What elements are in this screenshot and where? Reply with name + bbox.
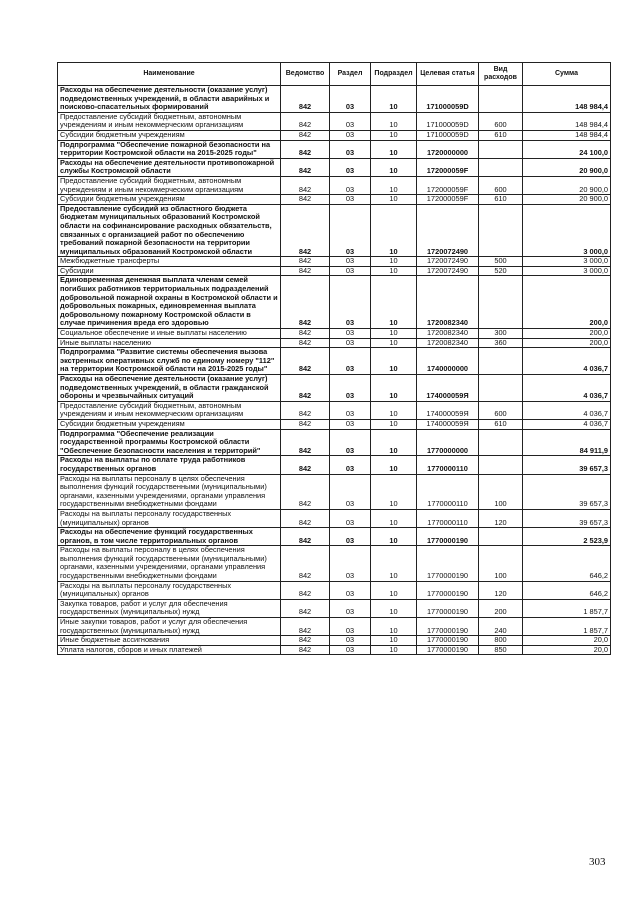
cell-podrazdel: 10 — [371, 636, 417, 646]
cell-name: Предоставление субсидий бюджетным, автономным учреждениям и иным некоммерческим организациям — [58, 401, 281, 419]
cell-statya: 1720000000 — [417, 140, 479, 158]
cell-podrazdel: 10 — [371, 546, 417, 581]
cell-razdel: 03 — [330, 419, 371, 429]
cell-vid: 100 — [479, 546, 523, 581]
cell-podrazdel: 10 — [371, 419, 417, 429]
cell-statya: 174000059Я — [417, 375, 479, 402]
cell-razdel: 03 — [330, 86, 371, 113]
cell-razdel: 03 — [330, 456, 371, 474]
cell-vedomstvo: 842 — [281, 266, 330, 276]
cell-vedomstvo: 842 — [281, 140, 330, 158]
table-row — [58, 528, 611, 546]
cell-statya: 1770000190 — [417, 528, 479, 546]
cell-statya: 1770000190 — [417, 618, 479, 636]
cell-statya: 171000059D — [417, 112, 479, 130]
cell-razdel: 03 — [330, 429, 371, 456]
header-vedomstvo: Ведомство — [281, 63, 330, 86]
cell-razdel: 03 — [330, 474, 371, 509]
table-row — [58, 130, 611, 140]
cell-vid — [479, 140, 523, 158]
cell-summa: 39 657,3 — [523, 456, 611, 474]
header-vid: Вид расходов — [479, 63, 523, 86]
cell-name: Уплата налогов, сборов и иных платежей — [58, 645, 281, 655]
cell-name: Предоставление субсидий бюджетным, автономным учреждениям и иным некоммерческим организациям — [58, 112, 281, 130]
table-body — [58, 86, 611, 655]
table-row — [58, 456, 611, 474]
cell-vid: 600 — [479, 176, 523, 194]
cell-name: Расходы на выплаты персоналу государственных (муниципальных) органов — [58, 581, 281, 599]
cell-vid — [479, 204, 523, 257]
cell-statya: 1770000110 — [417, 509, 479, 527]
cell-name: Субсидии бюджетным учреждениям — [58, 419, 281, 429]
cell-name: Расходы на обеспечение функций государственных органов, в том числе территориальных органов — [58, 528, 281, 546]
table-row — [58, 176, 611, 194]
cell-vid: 600 — [479, 401, 523, 419]
cell-statya: 1720072490 — [417, 257, 479, 267]
cell-summa: 4 036,7 — [523, 419, 611, 429]
cell-name: Закупка товаров, работ и услуг для обеспечения государственных (муниципальных) нужд — [58, 599, 281, 617]
header-podrazdel: Подраздел — [371, 63, 417, 86]
cell-summa: 3 000,0 — [523, 204, 611, 257]
cell-summa: 24 100,0 — [523, 140, 611, 158]
header-razdel: Раздел — [330, 63, 371, 86]
cell-razdel: 03 — [330, 581, 371, 599]
cell-vid: 850 — [479, 645, 523, 655]
cell-vid: 120 — [479, 581, 523, 599]
cell-podrazdel: 10 — [371, 112, 417, 130]
cell-statya: 1770000190 — [417, 636, 479, 646]
cell-summa: 39 657,3 — [523, 509, 611, 527]
cell-statya: 1770000190 — [417, 599, 479, 617]
cell-razdel: 03 — [330, 195, 371, 205]
cell-vedomstvo: 842 — [281, 419, 330, 429]
cell-statya: 1720082340 — [417, 338, 479, 348]
cell-razdel: 03 — [330, 509, 371, 527]
cell-summa: 148 984,4 — [523, 112, 611, 130]
cell-vid: 610 — [479, 419, 523, 429]
cell-podrazdel: 10 — [371, 474, 417, 509]
cell-statya: 1720072490 — [417, 266, 479, 276]
cell-vedomstvo: 842 — [281, 195, 330, 205]
cell-razdel: 03 — [330, 645, 371, 655]
cell-summa: 84 911,9 — [523, 429, 611, 456]
cell-vedomstvo: 842 — [281, 158, 330, 176]
cell-summa: 1 857,7 — [523, 618, 611, 636]
cell-vedomstvo: 842 — [281, 112, 330, 130]
cell-vid — [479, 429, 523, 456]
cell-vedomstvo: 842 — [281, 204, 330, 257]
cell-razdel: 03 — [330, 204, 371, 257]
cell-statya: 1720072490 — [417, 204, 479, 257]
cell-vedomstvo: 842 — [281, 86, 330, 113]
cell-vid: 120 — [479, 509, 523, 527]
cell-name: Иные выплаты населению — [58, 338, 281, 348]
cell-vedomstvo: 842 — [281, 375, 330, 402]
cell-statya: 172000059F — [417, 176, 479, 194]
cell-name: Иные бюджетные ассигнования — [58, 636, 281, 646]
cell-vid — [479, 158, 523, 176]
cell-podrazdel: 10 — [371, 266, 417, 276]
cell-summa: 200,0 — [523, 276, 611, 329]
cell-statya: 1770000190 — [417, 581, 479, 599]
cell-razdel: 03 — [330, 112, 371, 130]
cell-podrazdel: 10 — [371, 348, 417, 375]
cell-statya: 171000059D — [417, 130, 479, 140]
table-row — [58, 645, 611, 655]
cell-razdel: 03 — [330, 636, 371, 646]
cell-vid: 360 — [479, 338, 523, 348]
cell-vid: 610 — [479, 195, 523, 205]
cell-name: Расходы на выплаты персоналу в целях обеспечения выполнения функций государственными (муниципальными) органами, казенными учреждениями, органами управления государственными внебюджетными фондами — [58, 546, 281, 581]
cell-name: Расходы на обеспечение деятельности (оказание услуг) подведомственных учреждений, в области гражданской обороны и чрезвычайных ситуаций — [58, 375, 281, 402]
cell-summa: 148 984,4 — [523, 86, 611, 113]
cell-razdel: 03 — [330, 338, 371, 348]
table-row — [58, 618, 611, 636]
table-row — [58, 348, 611, 375]
cell-summa: 3 000,0 — [523, 266, 611, 276]
table-row — [58, 546, 611, 581]
cell-summa: 20,0 — [523, 636, 611, 646]
cell-summa: 20 900,0 — [523, 158, 611, 176]
cell-vid — [479, 375, 523, 402]
table-row — [58, 158, 611, 176]
cell-summa: 646,2 — [523, 581, 611, 599]
cell-summa: 4 036,7 — [523, 348, 611, 375]
cell-razdel: 03 — [330, 375, 371, 402]
table-row — [58, 429, 611, 456]
cell-summa: 20 900,0 — [523, 195, 611, 205]
table-row — [58, 257, 611, 267]
cell-summa: 20,0 — [523, 645, 611, 655]
cell-vedomstvo: 842 — [281, 509, 330, 527]
table-row — [58, 375, 611, 402]
table-row — [58, 204, 611, 257]
table-row — [58, 195, 611, 205]
cell-vedomstvo: 842 — [281, 546, 330, 581]
table-header-row — [58, 63, 611, 86]
cell-vedomstvo: 842 — [281, 338, 330, 348]
cell-podrazdel: 10 — [371, 176, 417, 194]
cell-vedomstvo: 842 — [281, 528, 330, 546]
cell-name: Межбюджетные трансферты — [58, 257, 281, 267]
table-row — [58, 474, 611, 509]
cell-vid: 240 — [479, 618, 523, 636]
header-statya: Целевая статья — [417, 63, 479, 86]
cell-vedomstvo: 842 — [281, 474, 330, 509]
cell-vedomstvo: 842 — [281, 130, 330, 140]
cell-vedomstvo: 842 — [281, 645, 330, 655]
table-row — [58, 276, 611, 329]
cell-vedomstvo: 842 — [281, 599, 330, 617]
cell-razdel: 03 — [330, 140, 371, 158]
cell-summa: 1 857,7 — [523, 599, 611, 617]
table-row — [58, 112, 611, 130]
cell-razdel: 03 — [330, 546, 371, 581]
cell-summa: 148 984,4 — [523, 130, 611, 140]
cell-vedomstvo: 842 — [281, 581, 330, 599]
cell-razdel: 03 — [330, 158, 371, 176]
page-number: 303 — [589, 856, 606, 868]
cell-podrazdel: 10 — [371, 204, 417, 257]
cell-name: Субсидии бюджетным учреждениям — [58, 195, 281, 205]
table-row — [58, 509, 611, 527]
budget-table — [57, 62, 611, 655]
cell-razdel: 03 — [330, 257, 371, 267]
cell-name: Предоставление субсидий из областного бюджета бюджетам муниципальных образований Костромской области на софинансирование расходных обязательств, связанных с организацией работ по обеспечению требований пожарной безопасности на территории муниципальных образований Костромской области — [58, 204, 281, 257]
cell-podrazdel: 10 — [371, 401, 417, 419]
cell-summa: 200,0 — [523, 338, 611, 348]
cell-razdel: 03 — [330, 266, 371, 276]
cell-statya: 174000059Я — [417, 401, 479, 419]
cell-name: Социальное обеспечение и иные выплаты населению — [58, 329, 281, 339]
cell-statya: 172000059F — [417, 158, 479, 176]
cell-razdel: 03 — [330, 276, 371, 329]
cell-podrazdel: 10 — [371, 581, 417, 599]
cell-vedomstvo: 842 — [281, 636, 330, 646]
cell-vid: 800 — [479, 636, 523, 646]
cell-name: Предоставление субсидий бюджетным, автономным учреждениям и иным некоммерческим организациям — [58, 176, 281, 194]
cell-statya: 1720082340 — [417, 329, 479, 339]
cell-vid: 600 — [479, 112, 523, 130]
cell-name: Субсидии — [58, 266, 281, 276]
table-row — [58, 581, 611, 599]
table-row — [58, 86, 611, 113]
cell-vedomstvo: 842 — [281, 456, 330, 474]
cell-razdel: 03 — [330, 130, 371, 140]
cell-name: Расходы на обеспечение деятельности противопожарной службы Костромской области — [58, 158, 281, 176]
table-row — [58, 338, 611, 348]
cell-podrazdel: 10 — [371, 456, 417, 474]
cell-vid — [479, 528, 523, 546]
cell-summa: 20 900,0 — [523, 176, 611, 194]
cell-vid: 300 — [479, 329, 523, 339]
cell-name: Расходы на выплаты персоналу в целях обеспечения выполнения функций государственными (муниципальными) органами, казенными учреждениями, органами управления государственными внебюджетными фондами — [58, 474, 281, 509]
header-name: Наименование — [58, 63, 281, 86]
cell-podrazdel: 10 — [371, 645, 417, 655]
cell-name: Единовременная денежная выплата членам семей погибших работников территориальных подразделений добровольной пожарной охраны в Костромской области и добровольных пожарных, единовременная выплата добровольному пожарному Костромской области в случае причинения вреда его здоровью — [58, 276, 281, 329]
cell-name: Подпрограмма "Обеспечение реализации государственной программы Костромской области "Обеспечение безопасности населения и территорий" — [58, 429, 281, 456]
cell-podrazdel: 10 — [371, 257, 417, 267]
cell-podrazdel: 10 — [371, 140, 417, 158]
cell-podrazdel: 10 — [371, 195, 417, 205]
budget-table-sheet — [57, 62, 610, 655]
cell-name: Подпрограмма "Развитие системы обеспечения вызова экстренных оперативных служб по единому номеру "112" на территории Костромской области на 2015-2025 годы" — [58, 348, 281, 375]
cell-summa: 3 000,0 — [523, 257, 611, 267]
cell-vid — [479, 456, 523, 474]
cell-podrazdel: 10 — [371, 599, 417, 617]
cell-vid: 500 — [479, 257, 523, 267]
cell-vid — [479, 86, 523, 113]
cell-statya: 172000059F — [417, 195, 479, 205]
header-summa: Сумма — [523, 63, 611, 86]
cell-summa: 4 036,7 — [523, 401, 611, 419]
cell-name: Субсидии бюджетным учреждениям — [58, 130, 281, 140]
cell-razdel: 03 — [330, 618, 371, 636]
table-row — [58, 599, 611, 617]
cell-statya: 171000059D — [417, 86, 479, 113]
table-row — [58, 636, 611, 646]
cell-vid: 200 — [479, 599, 523, 617]
cell-podrazdel: 10 — [371, 158, 417, 176]
cell-podrazdel: 10 — [371, 338, 417, 348]
cell-statya: 174000059Я — [417, 419, 479, 429]
cell-vid — [479, 276, 523, 329]
cell-name: Расходы на выплаты персоналу государственных (муниципальных) органов — [58, 509, 281, 527]
cell-statya: 1770000190 — [417, 645, 479, 655]
cell-vedomstvo: 842 — [281, 276, 330, 329]
cell-podrazdel: 10 — [371, 509, 417, 527]
cell-vid: 610 — [479, 130, 523, 140]
cell-vid: 520 — [479, 266, 523, 276]
cell-podrazdel: 10 — [371, 130, 417, 140]
cell-name: Расходы на обеспечение деятельности (оказание услуг) подведомственных учреждений, в области аварийных и поисково-спасательных формирований — [58, 86, 281, 113]
cell-razdel: 03 — [330, 329, 371, 339]
cell-summa: 2 523,9 — [523, 528, 611, 546]
cell-summa: 39 657,3 — [523, 474, 611, 509]
table-row — [58, 329, 611, 339]
cell-vedomstvo: 842 — [281, 329, 330, 339]
cell-razdel: 03 — [330, 528, 371, 546]
cell-statya: 1720082340 — [417, 276, 479, 329]
cell-summa: 200,0 — [523, 329, 611, 339]
cell-vedomstvo: 842 — [281, 176, 330, 194]
cell-podrazdel: 10 — [371, 429, 417, 456]
cell-statya: 1770000110 — [417, 474, 479, 509]
cell-vedomstvo: 842 — [281, 429, 330, 456]
cell-razdel: 03 — [330, 176, 371, 194]
cell-summa: 4 036,7 — [523, 375, 611, 402]
cell-name: Расходы на выплаты по оплате труда работников государственных органов — [58, 456, 281, 474]
cell-statya: 1770000190 — [417, 546, 479, 581]
cell-statya: 1740000000 — [417, 348, 479, 375]
cell-vedomstvo: 842 — [281, 401, 330, 419]
cell-podrazdel: 10 — [371, 276, 417, 329]
cell-vedomstvo: 842 — [281, 257, 330, 267]
cell-podrazdel: 10 — [371, 528, 417, 546]
cell-statya: 1770000110 — [417, 456, 479, 474]
cell-razdel: 03 — [330, 599, 371, 617]
cell-name: Подпрограмма "Обеспечение пожарной безопасности на территории Костромской области на 2015-2025 годы" — [58, 140, 281, 158]
cell-podrazdel: 10 — [371, 618, 417, 636]
table-row — [58, 419, 611, 429]
cell-statya: 1770000000 — [417, 429, 479, 456]
cell-summa: 646,2 — [523, 546, 611, 581]
cell-razdel: 03 — [330, 401, 371, 419]
cell-vid — [479, 348, 523, 375]
cell-podrazdel: 10 — [371, 86, 417, 113]
cell-vid: 100 — [479, 474, 523, 509]
cell-razdel: 03 — [330, 348, 371, 375]
cell-vedomstvo: 842 — [281, 618, 330, 636]
cell-vedomstvo: 842 — [281, 348, 330, 375]
cell-podrazdel: 10 — [371, 375, 417, 402]
table-row — [58, 266, 611, 276]
table-row — [58, 401, 611, 419]
cell-name: Иные закупки товаров, работ и услуг для обеспечения государственных (муниципальных) нужд — [58, 618, 281, 636]
cell-podrazdel: 10 — [371, 329, 417, 339]
table-row — [58, 140, 611, 158]
